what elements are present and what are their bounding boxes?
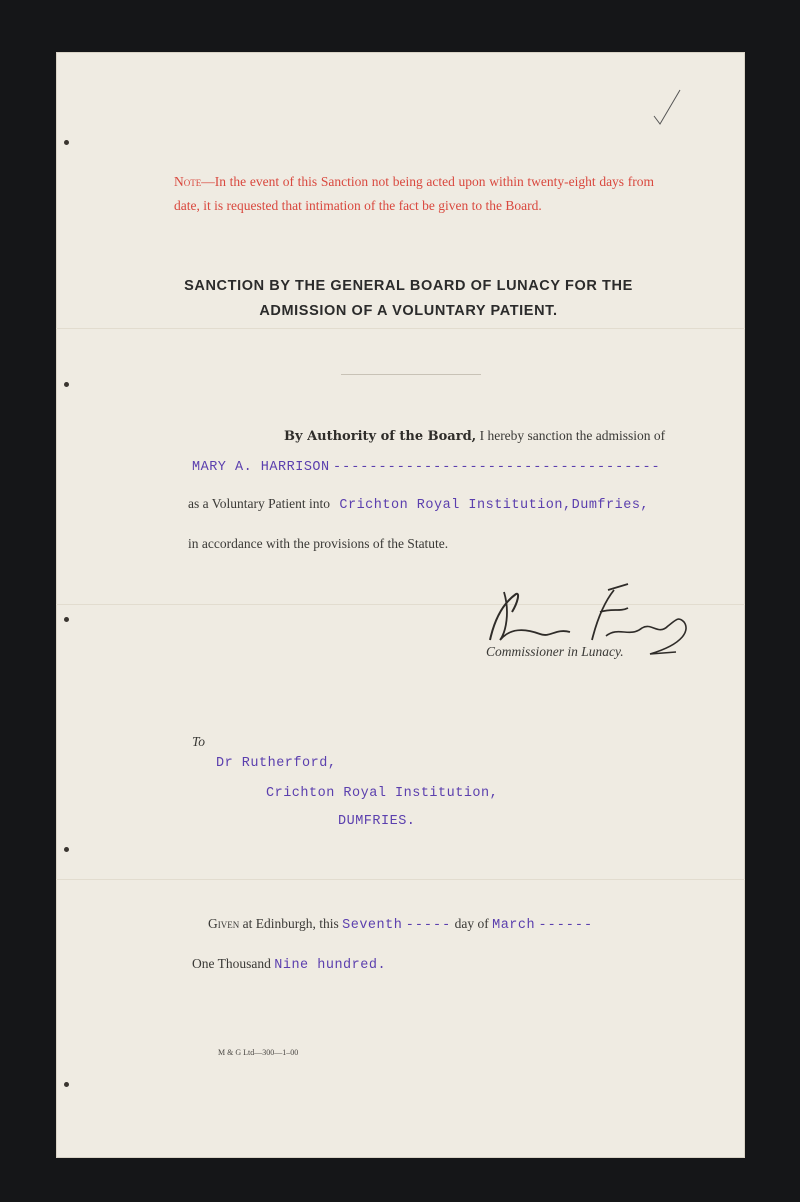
authority-line: [284, 428, 665, 444]
punch-hole: [64, 847, 69, 852]
document-title: [156, 274, 661, 324]
punch-hole: [64, 1082, 69, 1087]
patient-dashes: ------------------------------------: [333, 460, 661, 475]
to-label: To: [192, 734, 206, 749]
institution-name: Crichton Royal Institution,Dumfries,: [339, 498, 650, 513]
year-text: Nine hundred.: [274, 958, 387, 973]
note-lead: Note: [174, 174, 202, 189]
accordance-line: in accordance with the provisions of the Statute.: [188, 536, 449, 551]
divider: [341, 374, 481, 375]
as-text: as a Voluntary Patient into: [188, 496, 330, 511]
checkmark-icon: [652, 88, 682, 128]
note-text: —In the event of this Sanction not being acted upon within twenty-eight days from date, it is requested that intimation of the fact be given to the Board.: [174, 174, 654, 213]
addressee-institution: Crichton Royal Institution,: [266, 786, 499, 801]
patient-name: MARY A. HARRISON: [192, 460, 330, 475]
printer-imprint: M & G Ltd—300—1–00: [218, 1048, 299, 1057]
given-line: [208, 916, 593, 933]
fold-line: [56, 879, 745, 880]
punch-hole: [64, 140, 69, 145]
authority-heading: By Authority of the Board,: [284, 429, 477, 444]
addressee-name: Dr Rutherford,: [216, 756, 337, 771]
institution-line: [188, 496, 649, 513]
year-prefix: One Thousand: [192, 956, 271, 971]
year-line: [192, 956, 386, 973]
given-dashes-2: ------: [538, 918, 594, 933]
patient-line: [192, 458, 661, 475]
note-paragraph: [174, 170, 654, 218]
given-month: March: [492, 918, 536, 933]
punch-hole: [64, 382, 69, 387]
addressee-town: DUMFRIES.: [338, 814, 416, 829]
authority-text: I hereby sanction the admission of: [479, 428, 666, 443]
given-day-of: day of: [454, 916, 489, 931]
punch-hole: [64, 617, 69, 622]
given-at: at Edinburgh, this: [242, 916, 339, 931]
commissioner-label: Commissioner in Lunacy.: [486, 644, 624, 659]
title-line-2: ADMISSION OF A VOLUNTARY PATIENT.: [259, 303, 558, 319]
title-line-1: SANCTION BY THE GENERAL BOARD OF LUNACY FOR THE: [184, 278, 633, 294]
fold-line: [56, 328, 745, 329]
given-dashes-1: -----: [405, 918, 452, 933]
given-day: Seventh: [342, 918, 403, 933]
given-label: Given: [208, 916, 240, 931]
document-sheet: [56, 52, 745, 1158]
